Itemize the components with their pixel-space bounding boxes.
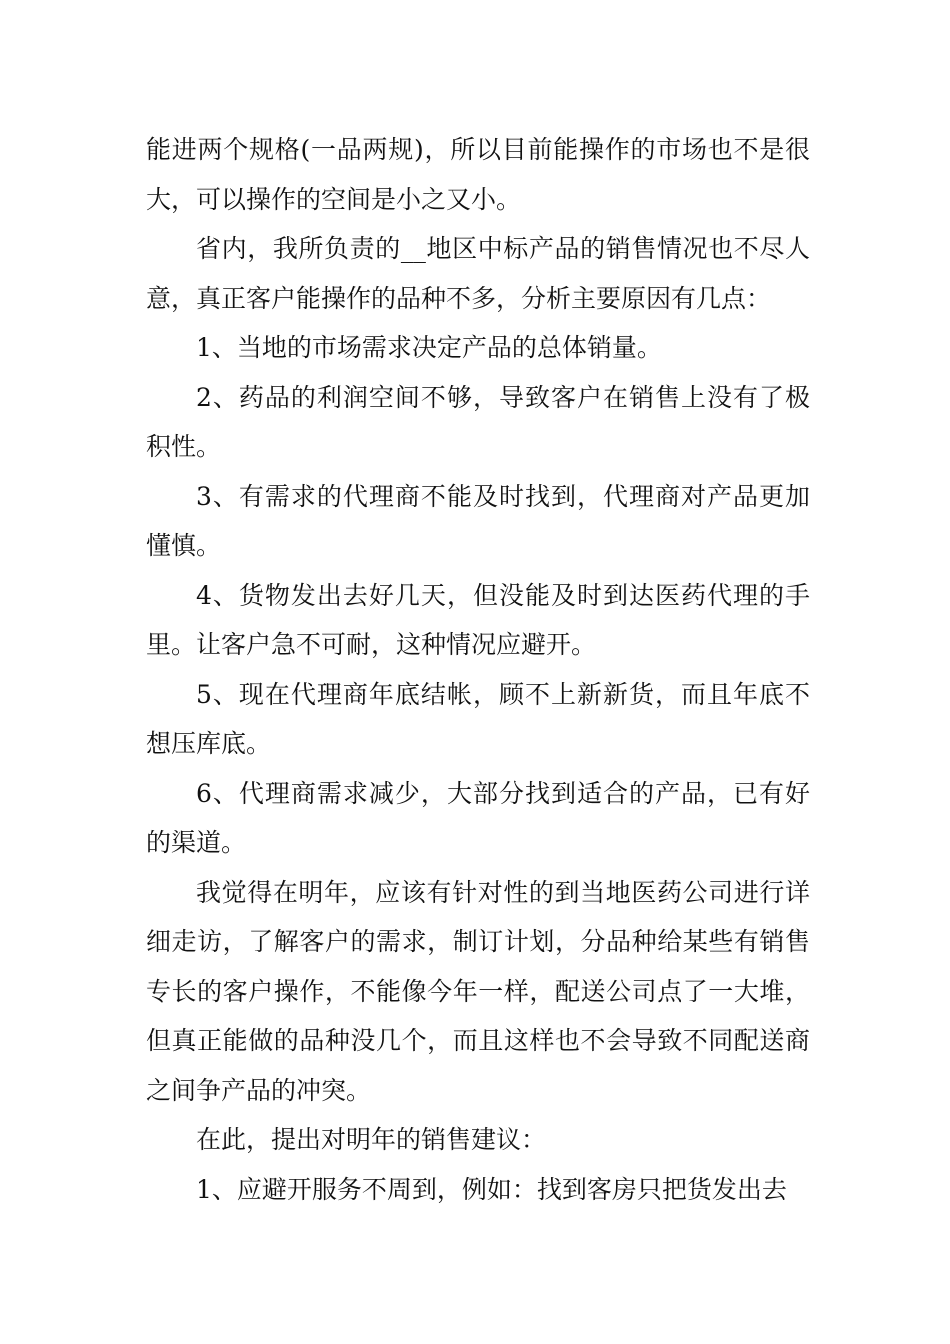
list-item: 1、应避开服务不周到，例如：找到客房只把货发出去 bbox=[196, 1174, 787, 1204]
list-item: 5、现在代理商年底结帐，顾不上新新货，而且年底不想压库底。 bbox=[146, 679, 810, 758]
paragraph: 省内，我所负责的__地区中标产品的销售情况也不尽人意，真正客户能操作的品种不多，分析主要原因有几点： bbox=[146, 234, 810, 313]
document-body bbox=[146, 125, 810, 1214]
paragraph: 在此，提出对明年的销售建议： bbox=[196, 1125, 547, 1154]
list-item: 6、代理商需求减少，大部分找到适合的产品，已有好的渠道。 bbox=[146, 778, 810, 857]
paragraph: 能进两个规格(一品两规)，所以目前能操作的市场也不是很大，可以操作的空间是小之又小。 bbox=[146, 135, 810, 214]
list-item: 4、货物发出去好几天，但没能及时到达医药代理的手里。让客户急不可耐，这种情况应避开。 bbox=[146, 580, 810, 659]
paragraph: 我觉得在明年，应该有针对性的到当地医药公司进行详细走访，了解客户的需求，制订计划，分品种给某些有销售专长的客户操作，不能像今年一样，配送公司点了一大堆，但真正能做的品种没几个，而且这样也不会导致不同配送商之间争产品的冲突。 bbox=[146, 877, 810, 1105]
list-item: 2、药品的利润空间不够，导致客户在销售上没有了极积性。 bbox=[146, 382, 810, 461]
list-item: 1、当地的市场需求决定产品的总体销量。 bbox=[196, 333, 662, 362]
list-item: 3、有需求的代理商不能及时找到，代理商对产品更加懂慎。 bbox=[146, 481, 810, 560]
